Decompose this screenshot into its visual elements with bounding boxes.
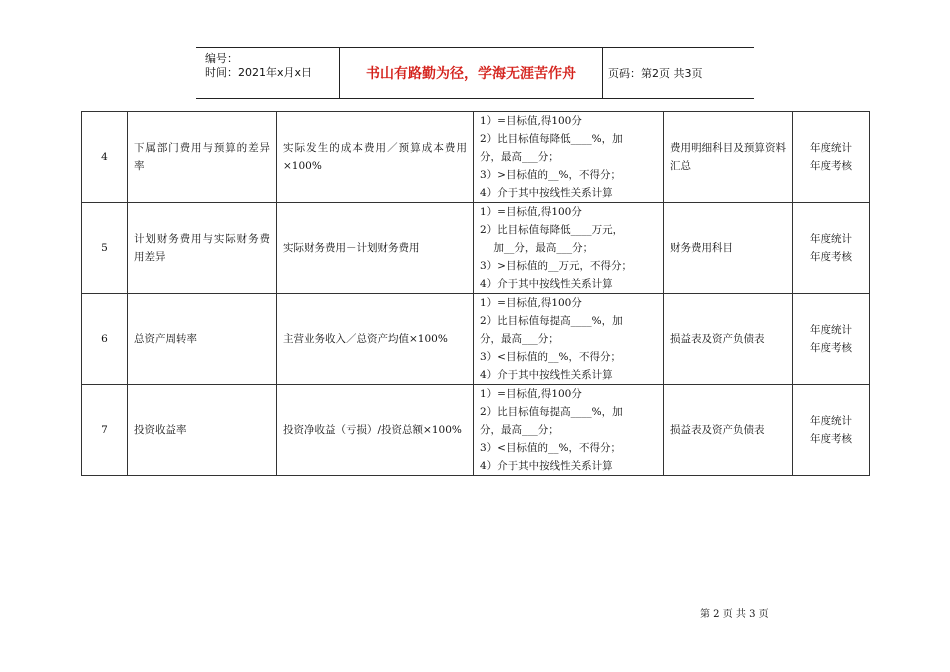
scoring-line: 1）=目标值,得100分 [480, 115, 582, 127]
cycle-line: 年度考核 [810, 433, 852, 445]
row-number: 6 [82, 294, 128, 385]
scoring-method [474, 203, 664, 294]
assessment-cycle [793, 294, 870, 385]
table-row [82, 203, 870, 294]
scoring-line: 3）>目标值的__%，不得分； [480, 169, 621, 181]
scoring-line: 2）比目标值每降低____%，加 [480, 133, 623, 145]
calculation-formula: 实际财务费用－计划财务费用 [277, 203, 474, 294]
header-motto: 书山有路勤为径，学海无涯苦作舟 [339, 48, 603, 98]
scoring-line: 4）介于其中按线性关系计算 [480, 187, 613, 199]
data-source: 财务费用科目 [664, 203, 793, 294]
indicator-name: 计划财务费用与实际财务费用差异 [128, 203, 277, 294]
cycle-line: 年度统计 [810, 142, 852, 154]
scoring-line: 分，最高___分； [480, 151, 559, 163]
header-meta [196, 48, 339, 98]
scoring-line: 3）<目标值的__%，不得分； [480, 442, 621, 454]
scoring-line: 4）介于其中按线性关系计算 [480, 460, 613, 472]
scoring-line: 2）比目标值每提高____%，加 [480, 315, 623, 327]
cycle-line: 年度考核 [810, 342, 852, 354]
row-number: 5 [82, 203, 128, 294]
assessment-cycle [793, 385, 870, 476]
scoring-line: 3）<目标值的__%，不得分； [480, 351, 621, 363]
indicator-name: 投资收益率 [128, 385, 277, 476]
indicator-name: 总资产周转率 [128, 294, 277, 385]
data-source: 损益表及资产负债表 [664, 294, 793, 385]
cycle-line: 年度统计 [810, 324, 852, 336]
row-number: 7 [82, 385, 128, 476]
doc-code-label: 编号： [205, 52, 238, 65]
scoring-line: 1）=目标值,得100分 [480, 206, 582, 218]
scoring-line: 2）比目标值每降低____万元， [480, 224, 624, 236]
scoring-line: 2）比目标值每提高____%，加 [480, 406, 623, 418]
scoring-line: 分，最高___分； [480, 333, 559, 345]
scoring-line: 加__分，最高___分； [480, 242, 594, 254]
cycle-line: 年度考核 [810, 251, 852, 263]
calculation-formula: 主营业务收入／总资产均值×100% [277, 294, 474, 385]
table-row [82, 385, 870, 476]
scoring-method [474, 294, 664, 385]
scoring-line: 1）=目标值,得100分 [480, 297, 582, 309]
row-number: 4 [82, 112, 128, 203]
cycle-line: 年度统计 [810, 233, 852, 245]
data-source: 费用明细科目及预算资料汇总 [664, 112, 793, 203]
calculation-formula: 投资净收益（亏损）/投资总额×100% [277, 385, 474, 476]
scoring-line: 3）>目标值的__万元，不得分； [480, 260, 632, 272]
scoring-method [474, 385, 664, 476]
table-row [82, 112, 870, 203]
cycle-line: 年度考核 [810, 160, 852, 172]
scoring-method [474, 112, 664, 203]
assessment-cycle [793, 112, 870, 203]
indicator-name: 下属部门费用与预算的差异率 [128, 112, 277, 203]
calculation-formula: 实际发生的成本费用／预算成本费用×100% [277, 112, 474, 203]
scoring-line: 4）介于其中按线性关系计算 [480, 369, 613, 381]
page-header [196, 47, 754, 99]
doc-time-label: 时间：2021年x月x日 [205, 66, 313, 79]
kpi-table [81, 111, 870, 476]
assessment-cycle [793, 203, 870, 294]
scoring-line: 分，最高___分； [480, 424, 559, 436]
scoring-line: 4）介于其中按线性关系计算 [480, 278, 613, 290]
data-source: 损益表及资产负债表 [664, 385, 793, 476]
table-row [82, 294, 870, 385]
scoring-line: 1）=目标值,得100分 [480, 388, 582, 400]
cycle-line: 年度统计 [810, 415, 852, 427]
page-footer: 第 2 页 共 3 页 [700, 609, 769, 620]
header-page-number: 页码：第2页 共3页 [608, 67, 703, 80]
